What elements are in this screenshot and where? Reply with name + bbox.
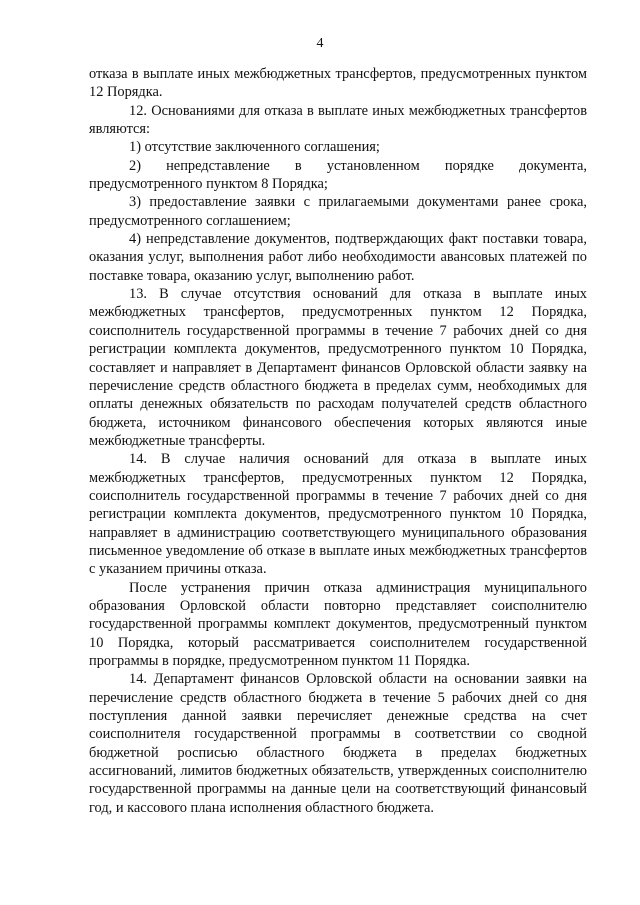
paragraph-clause-14-transfer: 14. Департамент финансов Орловской области на основании заявки на перечисление средств областного бюджета в течение 5 рабочих дней со дня поступления данной заявки перечисляет денежные средства на счет соисполнителя государственной программы в соответствии со сводной бюджетной росписью областного бюджета в пределах бюджетных ассигнований, лимитов бюджетных обязательств, утвержденных соисполнителю государственной программы на данные цели на соответствующий финансовый год, и кассового плана исполнения областного бюджета. bbox=[89, 671, 587, 816]
list-item-1: 1) отсутствие заключенного соглашения; bbox=[129, 139, 380, 156]
paragraph-after-elimination: После устранения причин отказа администрация муниципального образования Орловской области повторно представляет соисполнителю государственной программы комплект документов, предусмотренный пунктом 10 Порядка, который рассматривается соисполнителем государственной программы в порядке, предусмотренном пунктом 11 Порядка. bbox=[89, 579, 587, 669]
paragraph-clause-14: 14. В случае наличия оснований для отказа в выплате иных межбюджетных трансфертов, предусмотренных пунктом 12 Порядка, соисполнитель государственной программы в течение 7 рабочих дней со дня регистрации комплекта документов, предусмотренного пунктом 10 Порядка, направляет в администрацию соответствующего муниципального образования письменное уведомление об отказе в выплате иных межбюджетных трансфертов с указанием причины отказа. bbox=[89, 451, 587, 578]
list-item-3: 3) предоставление заявки с прилагаемыми документами ранее срока, предусмотренного соглашением; bbox=[89, 194, 587, 229]
paragraph-clause-12: 12. Основаниями для отказа в выплате иных межбюджетных трансфертов являются: bbox=[89, 102, 587, 138]
page-number: 4 bbox=[316, 36, 324, 51]
document-body bbox=[89, 65, 587, 817]
paragraph-continuation: отказа в выплате иных межбюджетных трансфертов, предусмотренных пунктом 12 Порядка. bbox=[89, 66, 587, 101]
paragraph-clause-13: 13. В случае отсутствия оснований для отказа в выплате иных межбюджетных трансфертов, предусмотренных пунктом 12 Порядка, соисполнитель государственной программы в течение 7 рабочих дней со дня регистрации комплекта документов, предусмотренного пунктом 10 Порядка, составляет и направляет в Департамент финансов Орловской области заявку на перечисление средств областного бюджета в пределах сумм, необходимых для оплаты денежных обязательств по расходам получателей средств областного бюджета, источником финансового обеспечения которых являются иные межбюджетные трансферты. bbox=[89, 286, 587, 449]
list-item-2: 2) непредставление в установленном порядке документа, предусмотренного пунктом 8 Порядка; bbox=[89, 157, 587, 193]
list-item-4: 4) непредставление документов, подтверждающих факт поставки товара, оказания услуг, выполнения работ либо необходимости авансовых платежей по поставке товара, оказанию услуг, выполнению работ. bbox=[89, 231, 587, 284]
